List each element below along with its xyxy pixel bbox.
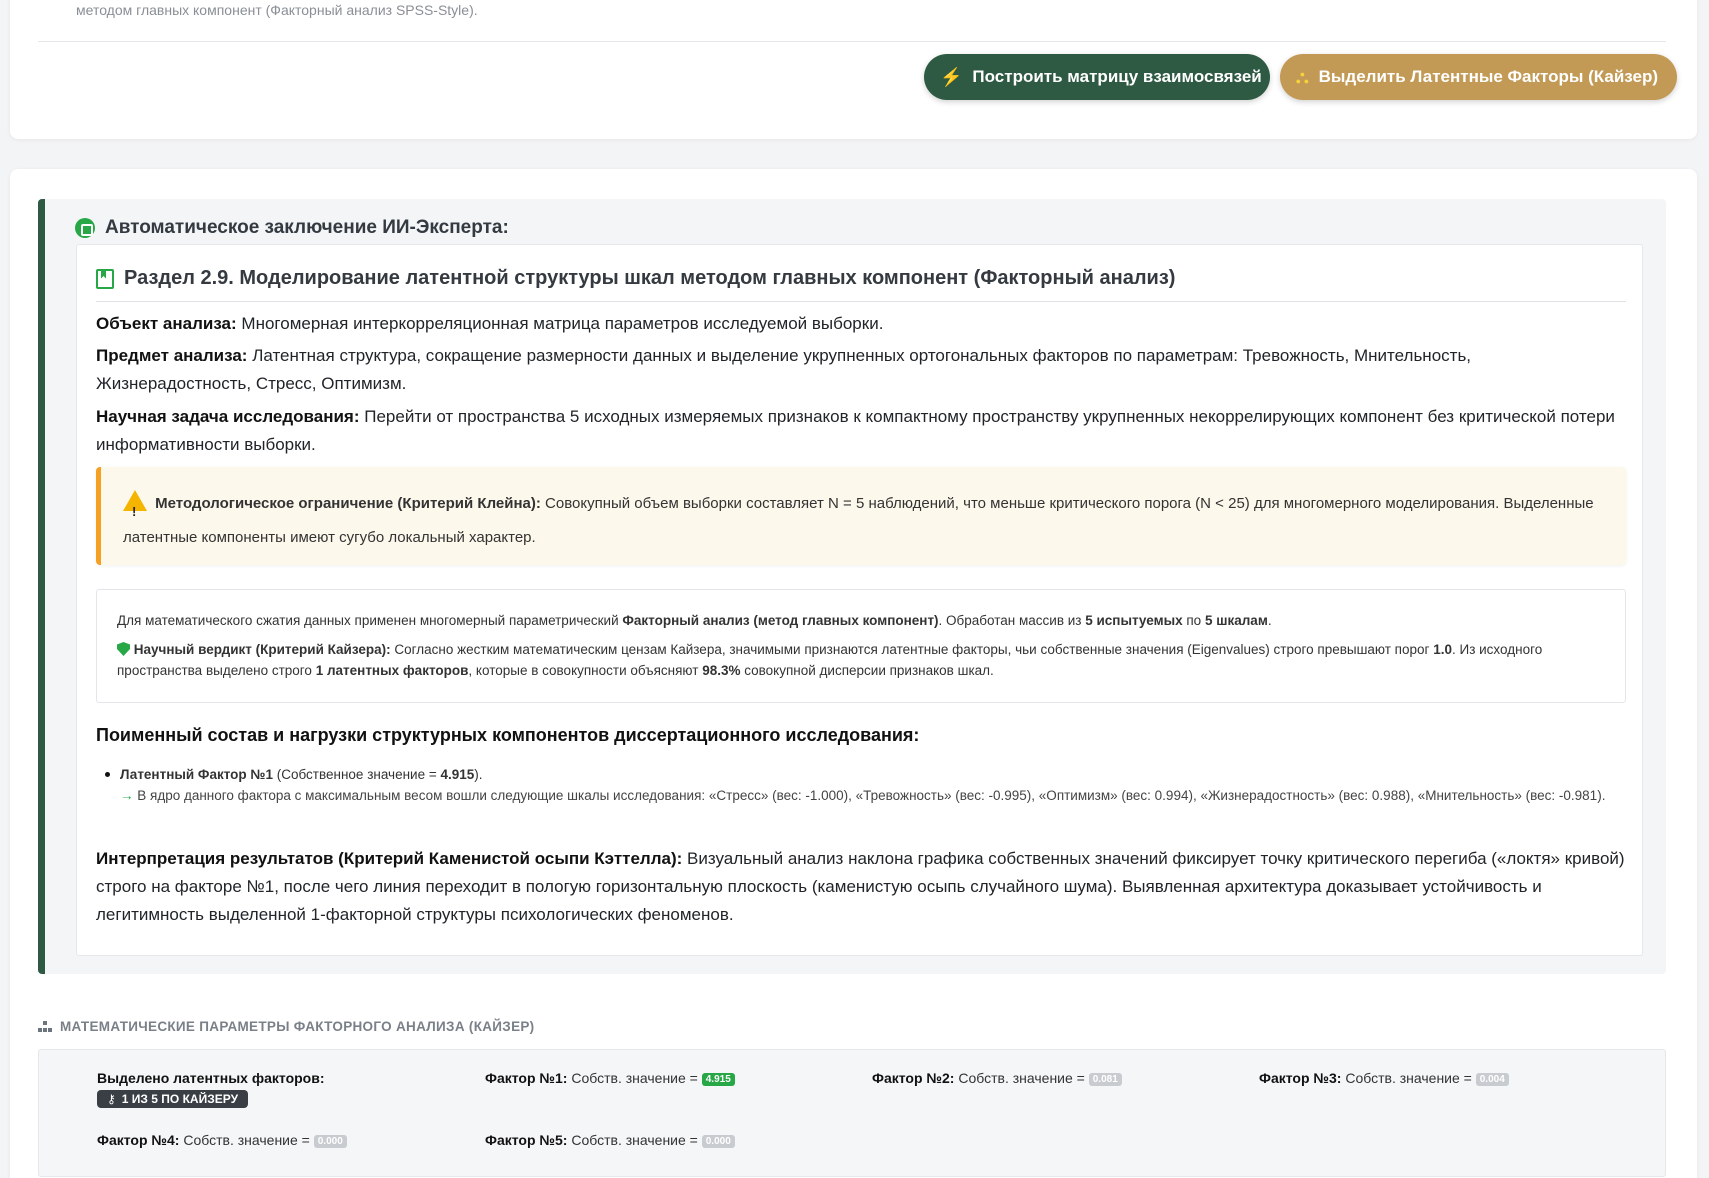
warning-icon	[123, 490, 147, 511]
bolt-icon: ⚡	[940, 66, 963, 87]
factor-label: Фактор №3:	[1259, 1070, 1342, 1086]
results-card	[10, 169, 1697, 1178]
report-panel	[76, 244, 1643, 956]
kaiser-badge-text: 1 ИЗ 5 ПО КАЙЗЕРУ	[121, 1092, 239, 1106]
key-icon: ⚷	[107, 1092, 116, 1106]
section-title-text: Раздел 2.9. Моделирование латентной структуры шкал методом главных компонент (Факторный анализ)	[124, 267, 1176, 289]
divider	[38, 41, 1666, 42]
interpretation-text: Визуальный анализ наклона графика собственных значений фиксирует точку критического перегиба («локтя» кривой) строго на факторе №1, после чего линия переходит в пологую горизонтальную плоскость (каменистую осыпь случайного шума). Выявленная архитектура доказывает устойчивость и легитимность выделенной 1-факторной структуры психологических феноменов.	[96, 849, 1625, 924]
params-panel	[38, 1049, 1666, 1177]
verdict-text: совокупной дисперсии признаков шкал.	[740, 663, 994, 678]
interpretation-paragraph	[96, 845, 1626, 929]
warning-label: Методологическое ограничение (Критерий Клейна):	[155, 495, 541, 512]
methodology-warning	[96, 467, 1626, 565]
interpretation-label: Интерпретация результатов (Критерий Каменистой осыпи Кэттелла):	[96, 849, 683, 868]
verdict-line	[117, 639, 1605, 681]
factor-label: Фактор №2:	[872, 1070, 955, 1086]
verdict-threshold: 1.0	[1433, 642, 1452, 657]
verdict-label: Научный вердикт (Критерий Кайзера):	[133, 642, 391, 657]
eigen-badge: 0.000	[314, 1135, 347, 1148]
factor-detail	[96, 785, 1626, 806]
verdict-text: , которые в совокупности объясняют	[468, 663, 703, 678]
toolbar-card	[10, 0, 1697, 139]
task-paragraph	[96, 403, 1626, 459]
math-summary-line	[117, 610, 1605, 631]
page-subtitle: методом главных компонент (Факторный анализ SPSS-Style).	[76, 2, 478, 18]
shield-check-icon	[117, 642, 130, 656]
factor-eigen-text: ).	[474, 767, 483, 782]
verdict-variance: 98.3%	[702, 663, 741, 678]
subjects-count: 5 испытуемых	[1085, 613, 1183, 628]
composition-heading: Поименный состав и нагрузки структурных компонентов диссертационного исследования:	[96, 725, 920, 745]
expert-heading	[75, 217, 509, 239]
object-paragraph	[96, 310, 1626, 338]
eigen-text: Собств. значение =	[1341, 1070, 1476, 1086]
method-name: Факторный анализ (метод главных компонент)	[622, 613, 939, 628]
arrow-right-icon: →	[120, 788, 134, 803]
eigen-badge: 4.915	[702, 1073, 735, 1086]
eigen-badge: 0.081	[1089, 1073, 1122, 1086]
subject-paragraph	[96, 342, 1626, 398]
factor-label: Фактор №1:	[485, 1070, 568, 1086]
object-label: Объект анализа:	[96, 314, 237, 333]
factor-eigen-1	[485, 1070, 735, 1086]
factor-label: Фактор №5:	[485, 1132, 568, 1148]
sitemap-icon: ⛬	[1296, 66, 1309, 87]
factor-detail-text: В ядро данного фактора с максимальным весом вошли следующие шкалы исследования: «Стресс» (вес: -1.000), «Тревожность» (вес: -0.995), «Оптимизм» (вес: 0.994), «Жизнерадостность» (вес: 0.988), «Мнительность» (вес: -0.981).	[133, 788, 1606, 803]
chip-icon	[75, 218, 95, 238]
warning-text: Совокупный объем выборки составляет N = 5 наблюдений, что меньше критического порога (N < 25) для многомерного моделирования. Выделенные латентные компоненты имеют сугубо локальный характер.	[123, 495, 1594, 546]
factor-eigen-2	[872, 1070, 1122, 1086]
section-divider	[96, 301, 1626, 302]
math-text: . Обработан массив из	[938, 613, 1086, 628]
verdict-factor-count: 1 латентных факторов	[315, 663, 469, 678]
factor-list	[96, 764, 1626, 806]
math-text: Для математического сжатия данных применен многомерный параметрический	[117, 613, 623, 628]
build-matrix-button[interactable]	[924, 54, 1270, 100]
math-text: .	[1267, 613, 1272, 628]
section-title	[96, 267, 1175, 290]
factor-eigen-text: (Собственное значение =	[272, 767, 441, 782]
kaiser-badge	[97, 1090, 248, 1108]
build-matrix-label: Построить матрицу взаимосвязей	[972, 67, 1262, 86]
subject-label: Предмет анализа:	[96, 346, 248, 365]
eigen-badge: 0.000	[702, 1135, 735, 1148]
task-label: Научная задача исследования:	[96, 407, 360, 426]
params-heading-text: МАТЕМАТИЧЕСКИЕ ПАРАМЕТРЫ ФАКТОРНОГО АНАЛИЗА (КАЙЗЕР)	[60, 1019, 535, 1034]
extract-factors-label: Выделить Латентные Факторы (Кайзер)	[1318, 67, 1659, 86]
eigen-text: Собств. значение =	[179, 1132, 314, 1148]
eigen-text: Собств. значение =	[567, 1070, 702, 1086]
extracted-factors	[97, 1070, 325, 1108]
list-item	[96, 764, 1626, 785]
expert-heading-text: Автоматическое заключение ИИ-Эксперта:	[105, 217, 509, 238]
verdict-text: Согласно жестким математическим цензам Кайзера, значимыми признаются латентные факторы, чьи собственные значения (Eigenvalues) строго превышают порог	[390, 642, 1434, 657]
math-text: по	[1182, 613, 1205, 628]
subject-text: Латентная структура, сокращение размерности данных и выделение укрупненных ортогональных факторов по параметрам: Тревожность, Мнительность, Жизнерадостность, Стресс, Оптимизм.	[96, 346, 1472, 393]
eigen-text: Собств. значение =	[567, 1132, 702, 1148]
extract-factors-button[interactable]	[1280, 54, 1677, 100]
verdict-text: . Из исходного пространства выделено строго	[117, 642, 1543, 678]
factor-label: Латентный Фактор №1	[120, 767, 273, 782]
factor-eigen-4	[97, 1132, 347, 1148]
object-text: Многомерная интеркорреляционная матрица параметров исследуемой выборки.	[236, 314, 884, 333]
params-heading	[38, 1019, 534, 1034]
factor-label: Фактор №4:	[97, 1132, 180, 1148]
expert-conclusion	[38, 199, 1666, 974]
factor-eigen-3	[1259, 1070, 1509, 1086]
extracted-label: Выделено латентных факторов:	[97, 1070, 325, 1086]
factor-eigen-value: 4.915	[440, 767, 475, 782]
sitemap-icon	[38, 1021, 52, 1033]
math-summary	[96, 589, 1626, 703]
eigen-text: Собств. значение =	[954, 1070, 1089, 1086]
factor-eigen-5	[485, 1132, 735, 1148]
scales-count: 5 шкалам	[1204, 613, 1268, 628]
book-icon	[96, 269, 114, 289]
task-text: Перейти от пространства 5 исходных измеряемых признаков к компактному пространству укрупненных некоррелирующих компонент без критической потери информативности выборки.	[96, 407, 1615, 454]
eigen-badge: 0.004	[1476, 1073, 1509, 1086]
